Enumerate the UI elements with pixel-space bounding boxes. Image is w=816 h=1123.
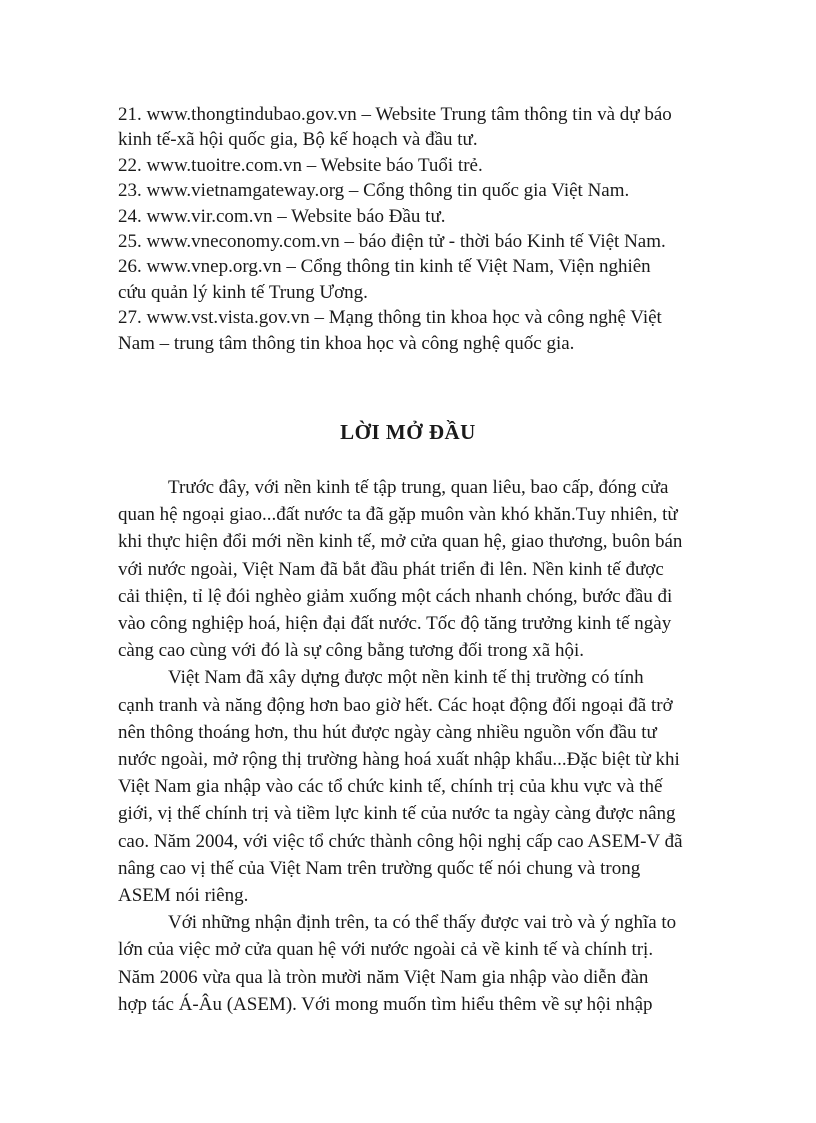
reference-line: kinh tế-xã hội quốc gia, Bộ kế hoạch và đầu tư. bbox=[118, 129, 478, 151]
reference-line: 25. www.vneconomy.com.vn – báo điện tử - thời báo Kinh tế Việt Nam. bbox=[118, 231, 666, 253]
paragraph-line: hợp tác Á-Âu (ASEM). Với mong muốn tìm hiểu thêm về sự hội nhập bbox=[118, 993, 653, 1015]
paragraph-line: nước ngoài, mở rộng thị trường hàng hoá xuất nhập khẩu...Đặc biệt từ khi bbox=[118, 749, 680, 771]
reference-list bbox=[118, 102, 718, 356]
paragraph-line: lớn của việc mở cửa quan hệ với nước ngoài cả về kinh tế và chính trị. bbox=[118, 939, 654, 961]
paragraph-line: Năm 2006 vừa qua là tròn mười năm Việt Nam gia nhập vào diễn đàn bbox=[118, 966, 649, 988]
paragraph-line: với nước ngoài, Việt Nam đã bắt đầu phát triển đi lên. Nền kinh tế được bbox=[118, 558, 664, 580]
paragraph-line: càng cao cùng với đó là sự công bằng tương đối trong xã hội. bbox=[118, 640, 584, 662]
paragraph-line: cải thiện, tỉ lệ đói nghèo giảm xuống một cách nhanh chóng, bước đầu đi bbox=[118, 585, 673, 607]
body-text bbox=[118, 474, 718, 1018]
paragraph-line: Trước đây, với nền kinh tế tập trung, quan liêu, bao cấp, đóng cửa bbox=[168, 477, 669, 498]
reference-line: 26. www.vnep.org.vn – Cổng thông tin kinh tế Việt Nam, Viện nghiên bbox=[118, 256, 651, 278]
reference-line: 23. www.vietnamgateway.org – Cổng thông tin quốc gia Việt Nam. bbox=[118, 180, 630, 202]
paragraph-line: nên thông thoáng hơn, thu hút được ngày càng nhiều nguồn vốn đầu tư bbox=[118, 721, 657, 743]
paragraph-line: Việt Nam đã xây dựng được một nền kinh tế thị trường có tính bbox=[168, 667, 644, 689]
reference-line: cứu quản lý kinh tế Trung Ương. bbox=[118, 281, 368, 303]
paragraph-line: ASEM nói riêng. bbox=[118, 885, 249, 907]
paragraph-line: Với những nhận định trên, ta có thể thấy được vai trò và ý nghĩa to bbox=[168, 912, 677, 934]
reference-line: 24. www.vir.com.vn – Website báo Đầu tư. bbox=[118, 205, 446, 227]
reference-line: 22. www.tuoitre.com.vn – Website báo Tuổi trẻ. bbox=[118, 154, 483, 176]
paragraph-line: quan hệ ngoại giao...đất nước ta đã gặp muôn vàn khó khăn.Tuy nhiên, từ bbox=[118, 504, 678, 526]
paragraph-line: Việt Nam gia nhập vào các tổ chức kinh tế, chính trị của khu vực và thế bbox=[118, 776, 663, 798]
paragraph-line: giới, vị thế chính trị và tiềm lực kinh tế của nước ta ngày càng được nâng bbox=[118, 803, 676, 825]
reference-line: 21. www.thongtindubao.gov.vn – Website Trung tâm thông tin và dự báo bbox=[118, 104, 672, 125]
section-heading: LỜI MỞ ĐẦU bbox=[340, 420, 476, 444]
paragraph-line: vào công nghiệp hoá, hiện đại đất nước. Tốc độ tăng trưởng kinh tế ngày bbox=[118, 613, 672, 635]
paragraph-line: khi thực hiện đổi mới nền kinh tế, mở cửa quan hệ, giao thương, buôn bán bbox=[118, 531, 683, 553]
paragraph-line: cao. Năm 2004, với việc tổ chức thành công hội nghị cấp cao ASEM-V đã bbox=[118, 830, 683, 852]
paragraph-line: cạnh tranh và năng động hơn bao giờ hết. Các hoạt động đối ngoại đã trở bbox=[118, 694, 673, 716]
reference-line: 27. www.vst.vista.gov.vn – Mạng thông tin khoa học và công nghệ Việt bbox=[118, 307, 662, 329]
reference-line: Nam – trung tâm thông tin khoa học và công nghệ quốc gia. bbox=[118, 332, 575, 354]
paragraph-line: nâng cao vị thế của Việt Nam trên trường quốc tế nói chung và trong bbox=[118, 857, 641, 879]
